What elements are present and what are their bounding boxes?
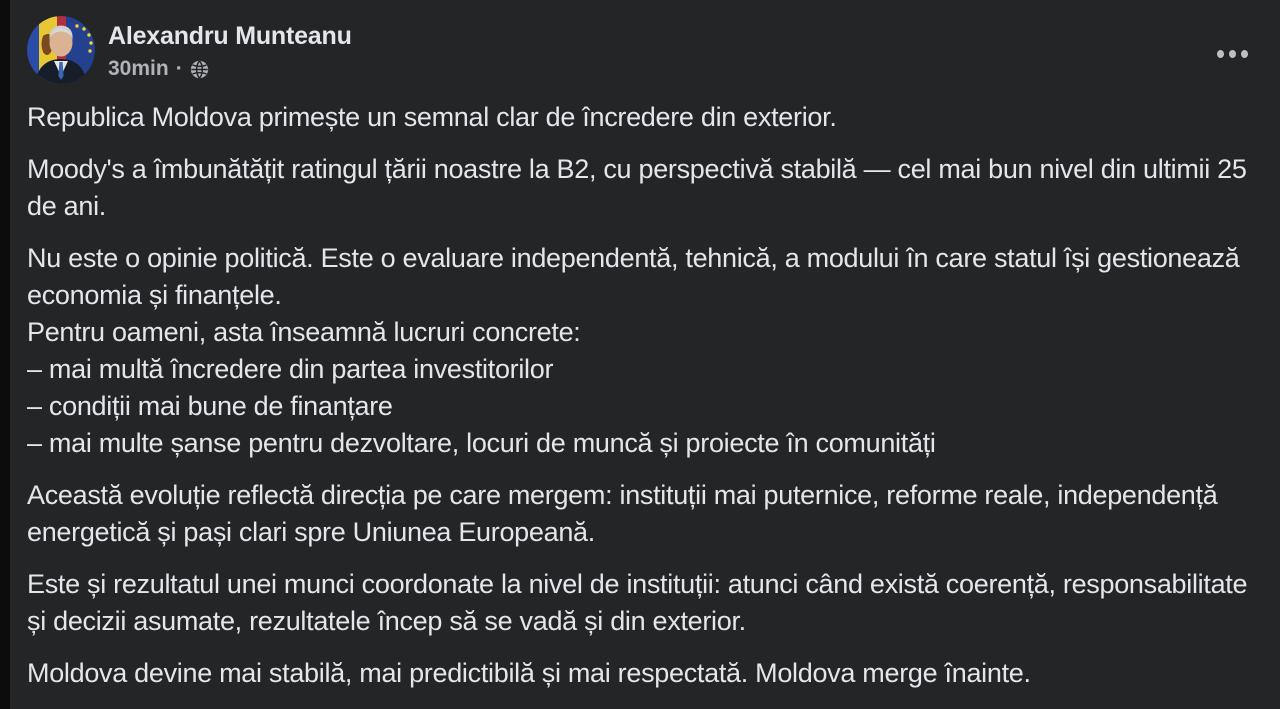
- author-name[interactable]: Alexandru Munteanu: [108, 22, 352, 50]
- ellipsis-icon: [1217, 50, 1224, 58]
- post-paragraph: [27, 99, 1254, 136]
- ellipsis-icon: [1229, 50, 1236, 58]
- post-paragraph: [27, 240, 1254, 462]
- post-text-line: Moldova devine mai stabilă, mai predictibilă și mai respectată. Moldova merge înainte.: [27, 658, 1031, 688]
- post-paragraph: [27, 477, 1254, 551]
- avatar[interactable]: [27, 16, 95, 84]
- post-text-line: Nu este o opinie politică. Este o evaluare independentă, tehnică, a modului în care statul își gestionează economia și finanțele.: [27, 243, 1240, 310]
- header-info: [108, 16, 352, 81]
- post-text-line: Pentru oameni, asta înseamnă lucruri concrete:: [27, 317, 581, 347]
- post-paragraph: [27, 151, 1254, 225]
- post-paragraph: [27, 655, 1254, 692]
- post-text-line: – mai multă încredere din partea investitorilor: [27, 354, 554, 384]
- post-text-line: Această evoluție reflectă direcția pe care mergem: instituții mai puternice, reforme reale, independență energetică și pași clari spre Uniunea Europeană.: [27, 480, 1218, 547]
- post-text-line: – mai multe șanse pentru dezvoltare, locuri de muncă și proiecte în comunități: [27, 428, 936, 458]
- post-text-line: – condiții mai bune de finanțare: [27, 391, 393, 421]
- meta-separator: ·: [175, 57, 183, 80]
- post-text-line: Republica Moldova primește un semnal clar de încredere din exterior.: [27, 102, 837, 132]
- more-options-button[interactable]: [1210, 36, 1254, 72]
- timestamp-link[interactable]: 30min: [108, 57, 169, 80]
- post-text-line: Moody's a îmbunătățit ratingul țării noastre la B2, cu perspectivă stabilă — cel mai bun nivel din ultimii 25 de ani.: [27, 154, 1247, 221]
- post-card: [10, 0, 1280, 709]
- post-content: [10, 99, 1280, 692]
- post-text-line: Este și rezultatul unei munci coordonate la nivel de instituții: atunci când există coerență, responsabilitate și decizii asumate, rezultatele încep să se vadă și din exterior.: [27, 569, 1248, 636]
- ellipsis-icon: [1241, 50, 1248, 58]
- profile-photo-icon: [27, 16, 95, 84]
- post-header: [10, 0, 1280, 84]
- post-paragraph: [27, 566, 1254, 640]
- post-meta: [108, 57, 352, 81]
- globe-icon: [190, 60, 209, 79]
